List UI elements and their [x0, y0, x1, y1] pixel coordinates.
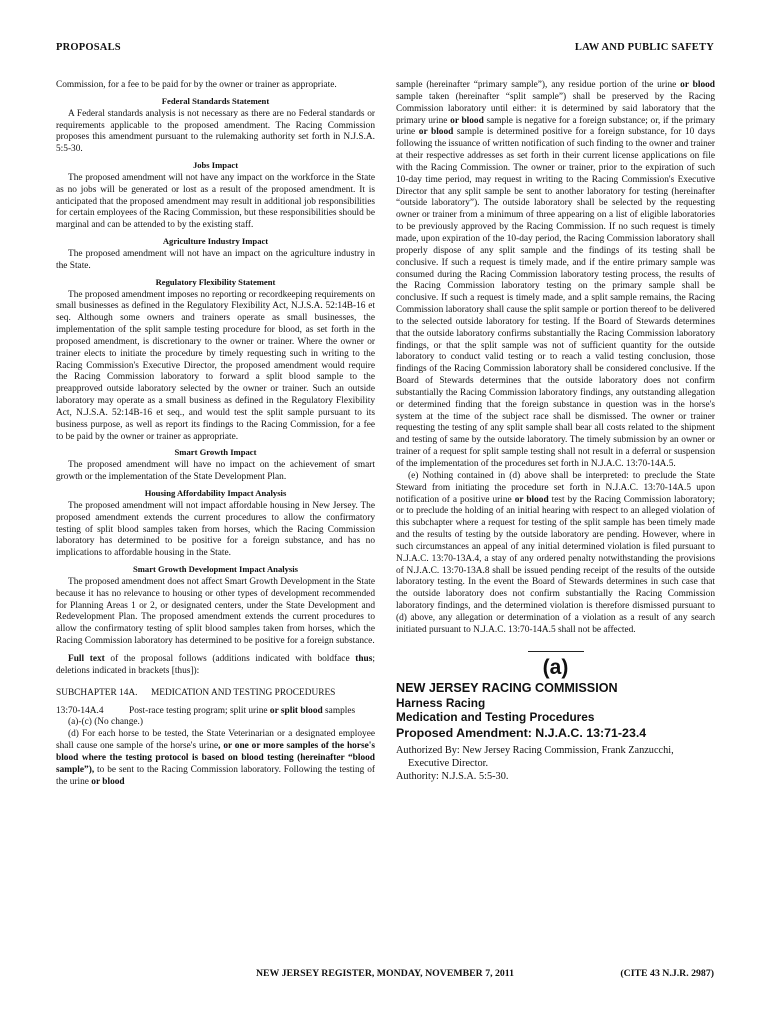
d-cont-added-1: or blood [680, 80, 716, 90]
subsection-e [396, 471, 715, 637]
e-text-1: (e) Nothing contained in (d) above shall be interpreted: to preclude the State Steward from initiating the procedure set forth in N.J.A.C. 13:70-14A.5 upon notification of a positive urine [396, 470, 715, 505]
subchapter-title: MEDICATION AND TESTING PROCEDURES [151, 687, 336, 698]
subsection-d-continued [396, 80, 715, 471]
subsection-d-text: (d) For each horse to be tested, the State Veterinarian or a designated employee shall cause one sample of the horse's urine [56, 729, 375, 752]
agency-name: NEW JERSEY RACING COMMISSION [396, 680, 618, 695]
jobs-impact-body: The proposed amendment will not have any impact on the workforce in the State as no jobs will be generated or lost as a result of the proposed amendment. It is anticipated that the proposed amendment may result in additional job responsibilities for certain employees of the Racing Commission, but these responsibilities should be marginal and can be attended to by the existing staff. [56, 172, 375, 231]
d-cont-added-2: or blood [450, 115, 484, 126]
federal-standards-body: A Federal standards analysis is not necessary as there are no Federal standards or requirements applicable to the proposed amendment. The Racing Commission proposes this amendment pursuant to the rulemaking authority set forth in N.J.S.A. 5:5-30. [56, 108, 375, 155]
authorized-by [396, 744, 715, 783]
smart-growth-heading: Smart Growth Impact [174, 447, 257, 458]
authority-line: Authority: N.J.S.A. 5:5-30. [396, 770, 509, 782]
smart-growth-body: The proposed amendment will have no impact on the achievement of smart growth or the implementation of the State Development Plan. [56, 460, 375, 483]
intro-paragraph: Commission, for a fee to be paid for by the owner or trainer as appropriate. [56, 80, 337, 90]
rule-title-2: Medication and Testing Procedures [396, 710, 595, 724]
footer-cite: (CITE 43 N.J.R. 2987) [620, 968, 714, 979]
full-text-end: ; deletions indicated in brackets [thus]): [56, 653, 376, 676]
d-cont-text-4: sample is determined positive for a foreign substance, for 10 days following the issuance of written notification of such finding to the owner and trainer at their respective addresses as set forth in their current license applications on file with the Racing Commission. The owner or trainer, prior to the expiration of such 10-day time period, may request in writing to the Racing Commission's Executive Director that any split sample be sent to another laboratory for testing (hereinafter “outside laboratory”). The outside laboratory shall be selected by the requesting owner or trainer from a minimum of three appearing on a list of eligible laboratories to be previously approved by the Racing Commission. If no such request is timely made, upon expiration of the 10-day period, the Racing Commission laboratory shall properly dispose of any split sample and the findings of its testing shall be conclusive. If such a request is timely made, and if the entire primary sample was consumed during the Racing Commission laboratory testing process, the results of the Racing Commission laboratory testing on the primary sample shall be conclusive. If such a request is timely made, and a split sample remains, the Racing Commission laboratory shall cause the split sample or portion thereof to be delivered to the selected outside laboratory for testing. If the Board of Stewards determines that the outside laboratory confirms substantially the Racing Commission laboratory findings, or that the split sample was not of sufficient quantity for the outside laboratory to conduct valid testing or to reach a valid testing conclusion, those findings of the Racing Commission laboratory shall be considered conclusive. If the Board of Stewards determines that the outside laboratory does not confirm substantially the Racing Commission laboratory findings, any outstanding allegation or determined finding that the foreign substance in question was in the horse's system at the time of the subject race shall be dismissed. The owner or trainer requesting the testing of any split sample shall bear all costs related to the shipment and testing of same by the outside laboratory. The timely submission by an owner or trainer of a request for split sample testing shall not result in a deferral or suspension of the implementation of the procedures set forth in N.J.A.C. 13:70-14A.5. [396, 127, 715, 469]
agriculture-heading: Agriculture Industry Impact [162, 236, 269, 247]
subsections-a-c: (a)-(c) (No change.) [68, 717, 143, 728]
right-column [396, 80, 715, 783]
e-text-2: test by the Racing Commission laboratory; or to preclude the holding of an initial hearing with respect to an alleged violation of this subchapter where a request for testing of the split sample has been timely made and the results of testing by the outside laboratory are pending. However, where in such circumstances an appeal of any initial determined violation is filed pursuant to N.J.A.C. 13:70-13A.4, a stay of any ordered penalty notwithstanding the provisions of N.J.A.C. 13:70-13A.8 shall be issued pending receipt of the results of the outside laboratory testing. In the event the Board of Stewards determines in such case that the outside laboratory does not confirm substantially the Racing Commission laboratory findings, and the determined violation is therefore dismissed pursuant to (d) above, any allegation or determination of a violation as a result of any search initiated pursuant to N.J.A.C. 13:70-14A.5 shall not be affected. [396, 494, 715, 635]
smart-growth-development-body: The proposed amendment does not affect Smart Growth Development in the State because it has no relevance to housing or other types of development recommended for Planning Areas 1 or 2, or designated centers, under the State Development and Redevelopment Plan. The proposed amendment extends the current procedures to allow the confirmatory testing of split blood samples taken from horses, which the Racing Commission laboratory has determined to be positive for a foreign substance. [56, 576, 375, 647]
d-cont-added-3: or blood [418, 127, 454, 138]
rule-title-1: Harness Racing [396, 695, 486, 710]
full-text-label: Full text [68, 653, 105, 664]
subsection-d-start [56, 729, 375, 788]
section-title-added: or split blood [269, 705, 323, 716]
section-title [129, 706, 355, 718]
authorized-by-line: Authorized By: New Jersey Racing Commission, Frank Zanzucchi, [396, 744, 674, 756]
section-title-part: Post-race testing program; split urine [129, 705, 270, 716]
section-heading [56, 706, 375, 718]
housing-heading: Housing Affordability Impact Analysis [144, 488, 287, 498]
e-added: or blood [514, 494, 549, 505]
proposed-amendment: Proposed Amendment: N.J.A.C. 13:71-23.4 [396, 725, 647, 740]
section-title-end: samples [322, 705, 356, 716]
full-text-note [56, 654, 375, 678]
jobs-impact-heading: Jobs Impact [192, 160, 239, 171]
d-cont-text-3: sample is negative for a foreign substance; or, if the primary urine [396, 115, 716, 138]
regulatory-flexibility-body: The proposed amendment imposes no reporting or recordkeeping requirements on small businesses as defined in the Regulatory Flexibility Act, N.J.S.A. 52:14B-16 et seq. Although some owners and trainers operate as small businesses, the implementation of the split sample testing procedure for blood, as set forth in the proposed amendment, is discretionary to the owner or trainer. Where the owner or trainer elects to initiate the procedure by timely requesting such in writing to the Racing Commission's Executive Director, the proposed amendment would require the Racing Commission laboratory to forward a split blood sample to the preapproved outside laboratory selected by the owner or trainer. Such an outside laboratory may operate as a small business as defined in the Regulatory Flexibility Act, N.J.S.A. 52:14B-16 et seq., and would test the split sample pursuant to its business purpose, as well as report its findings to the Racing Commission, for a fee to be paid by the owner or trainer as appropriate. [56, 289, 375, 442]
footer-register: NEW JERSEY REGISTER, MONDAY, NOVEMBER 7, 2011 [255, 968, 515, 979]
section-divider [528, 651, 584, 652]
housing-body: The proposed amendment will not impact affordable housing in New Jersey. The proposed amendment extends the current procedures to allow the confirmatory testing of split blood samples taken from horses, which the Racing Commission laboratory has determined to be positive for a foreign substance, and has no implications to affordable housing in the State. [56, 500, 375, 559]
full-text-thus: thus [355, 653, 373, 664]
d-cont-text-2: sample taken (hereinafter “split sample”) shall be preserved by the Racing Commission laboratory until either: it is determined by said laboratory that the primary urine [396, 91, 715, 126]
subchapter-number: SUBCHAPTER 14A. [56, 687, 138, 698]
subsection-d-added: , or one or more samples of the horse's blood where the testing protocol is based on blood testing (hereinafter “blood sample”), [56, 741, 375, 775]
full-text-mid: of the proposal follows (additions indicated with boldface [104, 653, 356, 664]
regulatory-flexibility-heading: Regulatory Flexibility Statement [155, 276, 276, 287]
smart-growth-development-heading: Smart Growth Development Impact Analysis [132, 564, 299, 575]
federal-standards-heading: Federal Standards Statement [161, 95, 270, 106]
running-header-left: PROPOSALS [56, 42, 121, 53]
subsection-d-text-2: to be sent to the Racing Commission laboratory. Following the testing of the urine [56, 764, 375, 787]
agriculture-body: The proposed amendment will not have an impact on the agriculture industry in the State. [56, 248, 375, 271]
subsection-d-added-2: or blood [91, 776, 125, 787]
authorized-by-title: Executive Director. [408, 757, 489, 769]
running-header-right: LAW AND PUBLIC SAFETY [574, 42, 714, 53]
section-number: 13:70-14A.4 [56, 705, 104, 716]
notice-letter: (a) [542, 655, 569, 679]
d-cont-text-1: sample (hereinafter “primary sample”), any residue portion of the urine [396, 80, 681, 90]
left-column [56, 80, 375, 788]
subchapter-heading [56, 688, 375, 700]
